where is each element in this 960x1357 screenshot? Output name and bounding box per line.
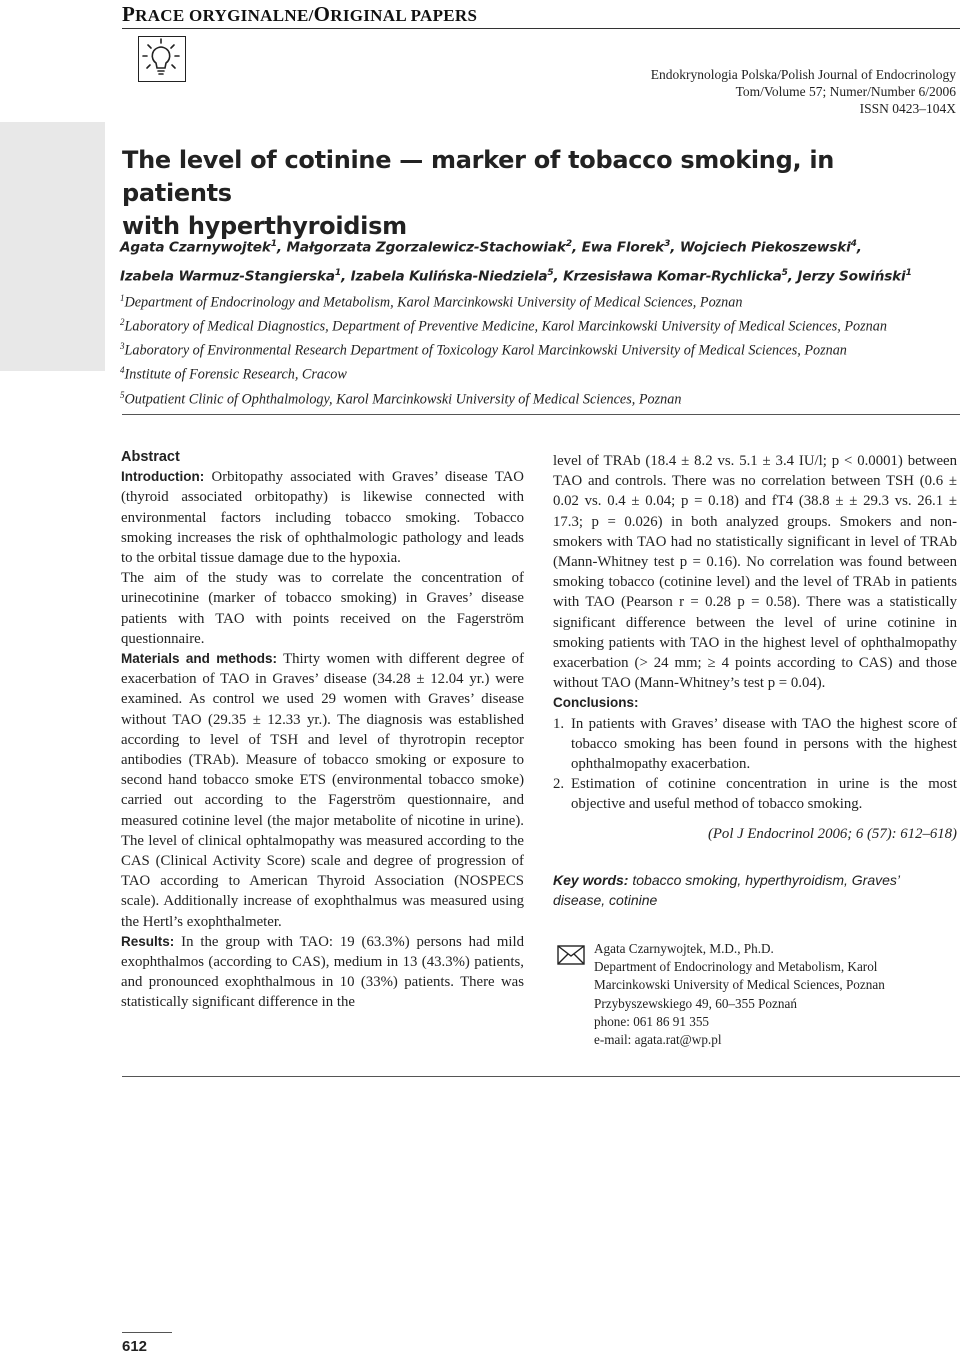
abstract-column-right <box>553 451 957 844</box>
author: Małgorzata Zgorzalewicz-Stachowiak <box>286 239 566 256</box>
author-list: Agata Czarnywojtek$^1$, Małgorzata Zgorzalewicz-Stachowiak$^2$, Ewa Florek$^3$, Wojciech Piekoszewski$^4$, Izabela Warmuz-Stangierska$^1$, Izabela Kulińska-Niedziela$^5$, Krzesisława Komar-Rychlicka$^5$, Jerzy Sowiński$^1$ <box>120 239 912 285</box>
abstract-aim: The aim of the study was to correlate the concentration of urinecotinine (marker of tobacco smoking) in Graves’ disease patients with TAO with points received on the Fagerström questionnaire. <box>121 570 524 647</box>
envelope-icon <box>557 945 585 970</box>
corr-name: Agata Czarnywojtek, M.D., Ph.D. <box>594 941 774 956</box>
corr-email: e-mail: agata.rat@wp.pl <box>594 1032 722 1048</box>
decorative-side-bar <box>0 122 105 371</box>
article-title: The level of cotinine — marker of tobacco smoking, in patients with hyperthyroidism <box>122 146 835 240</box>
section-label: PRACE ORYGINALNE/ORIGINAL PAPERS <box>122 2 478 26</box>
affiliation: $^5$Outpatient Clinic of Ophthalmology, Karol Marcinkowski University of Medical Sciences, Poznan <box>120 389 682 408</box>
abstract-results: Results: In the group with TAO: 19 (63.3%) persons had mild exophthalmos (according to CAS), medium in 13 (43.3%) patients, and pronounced exophthalmous in 10 (33%) patients. There was statistically significant difference in the <box>121 933 524 1011</box>
correspondence <box>594 940 885 1049</box>
author: Ewa Florek <box>581 239 665 256</box>
abstract-methods: Materials and methods: Thirty women with different degree of exacerbation of TAO in Graves’ disease (34.28 ± 12.04 yr.) were examined. As control we used 29 women with Graves’ disease without TAO (29.35 ± 12.33 yr.). The diagnosis was established according to level of TSH and level of thyrotropin receptor antibodies (TRAb). Measure of tobacco smoking or exposure to second hand tobacco smoke ETS (environmental tobacco smoke) carried out according to the Fagerström questionnaire, and measured cotinine level (the major metabolite of nicotine in urine). The level of clinical ophtalmopathy was measured according to the CAS (Clinical Activity Score) scale and degree of progression of TAO according to American Thyroid Association (NOSPECS scale). Additionally increase of exophthalmus was measured using the Hertl’s exophthalmeter. <box>121 651 525 930</box>
citation: (Pol J Endocrinol 2006; 6 (57): 612–618) <box>707 825 957 842</box>
author: Jerzy Sowiński <box>797 268 906 285</box>
page-number-rule <box>122 1332 172 1333</box>
affiliations <box>120 289 960 410</box>
author: Agata Czarnywojtek <box>120 239 271 256</box>
journal-issn: ISSN 0423–104X <box>859 101 956 116</box>
affiliation: $^3$Laboratory of Environmental Research Department of Toxicology Karol Marcinkowski University of Medical Sciences, Poznan <box>120 341 847 360</box>
journal-volume: Tom/Volume 57; Numer/Number 6/2006 <box>735 84 956 99</box>
conclusions-heading: Conclusions: <box>553 695 639 711</box>
keywords: Key words: tobacco smoking, hyperthyroidism, Graves’ disease, cotinine <box>553 872 900 908</box>
conclusions-list <box>553 714 957 815</box>
corr-dept: Marcinkowski University of Medical Sciences, Poznan <box>594 977 885 993</box>
header-rule <box>122 28 960 29</box>
corr-address: Przybyszewskiego 49, 60–355 Poznań <box>594 995 797 1011</box>
affiliation: $^4$Institute of Forensic Research, Cracow <box>120 365 347 384</box>
abstract-results-continued: level of TRAb (18.4 ± 8.2 vs. 5.1 ± 3.4 IU/l; p < 0.0001) between TAO and controls. There was no correlation between TSH (0.6 ± 0.02 vs. 0.4 ± 0.04; p = 0.18) and fT4 (38.8 ± ± 29.3 vs. 26.1 ± 17.3; p = 0.026) in both analyzed groups. Smokers and non-smokers with TAO had no statistically significant in level of TRAb (Mann-Whitney test p = 0.16). No correlation was found between smoking tobacco (cotinine level) and the level of TRAb in patients with TAO (Pearson r = 0.28 p = 0.58). There was a statistically significant difference between the level of urine cotinine in smoking patients with TAO in the highest level of ophthalmopathy exacerbation (> 24 mm; ≥ 4 points according to CAS) and those without TAO (Mann-Whitney’s test p = 0.04). <box>553 453 957 692</box>
journal-name: Endokrynologia Polska/Polish Journal of Endocrinology <box>650 67 956 82</box>
corr-dept: Department of Endocrinology and Metabolism, Karol <box>594 959 878 975</box>
abstract-introduction: Introduction: Orbitopathy associated with Graves’ disease TAO (thyroid associated orbitopathy) is likewise connected with environmental factors including tobacco smoking. Tobacco smoking increases the risk of ophthalmologic pathology and leads to the orbital tissue damage due to the hypoxia. <box>121 469 524 567</box>
section-divider <box>122 414 960 415</box>
affiliation: $^2$Laboratory of Medical Diagnostics, Department of Preventive Medicine, Karol Marcinkowski University of Medical Sciences, Poznan <box>120 317 887 335</box>
author: Krzesisława Komar-Rychlicka <box>563 268 782 285</box>
author: Izabela Warmuz-Stangierska <box>120 268 335 285</box>
journal-info <box>651 66 956 117</box>
abstract-column-left <box>121 447 524 1013</box>
lightbulb-icon <box>138 36 186 82</box>
affiliation: $^1$Department of Endocrinology and Metabolism, Karol Marcinkowski University of Medical Sciences, Poznan <box>120 293 743 311</box>
abstract-heading: Abstract <box>121 449 180 465</box>
page-number: 612 <box>122 1338 148 1355</box>
corr-phone: phone: 061 86 91 355 <box>594 1013 710 1029</box>
footer-divider <box>122 1076 960 1077</box>
conclusion-item: 2. Estimation of cotinine concentration in urine is the most objective and useful method of tobacco smoking. <box>553 776 957 813</box>
author: Wojciech Piekoszewski <box>679 239 851 256</box>
author: Izabela Kulińska-Niedziela <box>350 268 548 285</box>
conclusion-item: 1. In patients with Graves’ disease with TAO the highest score of tobacco smoking has been found in persons with the highest ophthalmopathy exacerbation. <box>553 715 957 773</box>
